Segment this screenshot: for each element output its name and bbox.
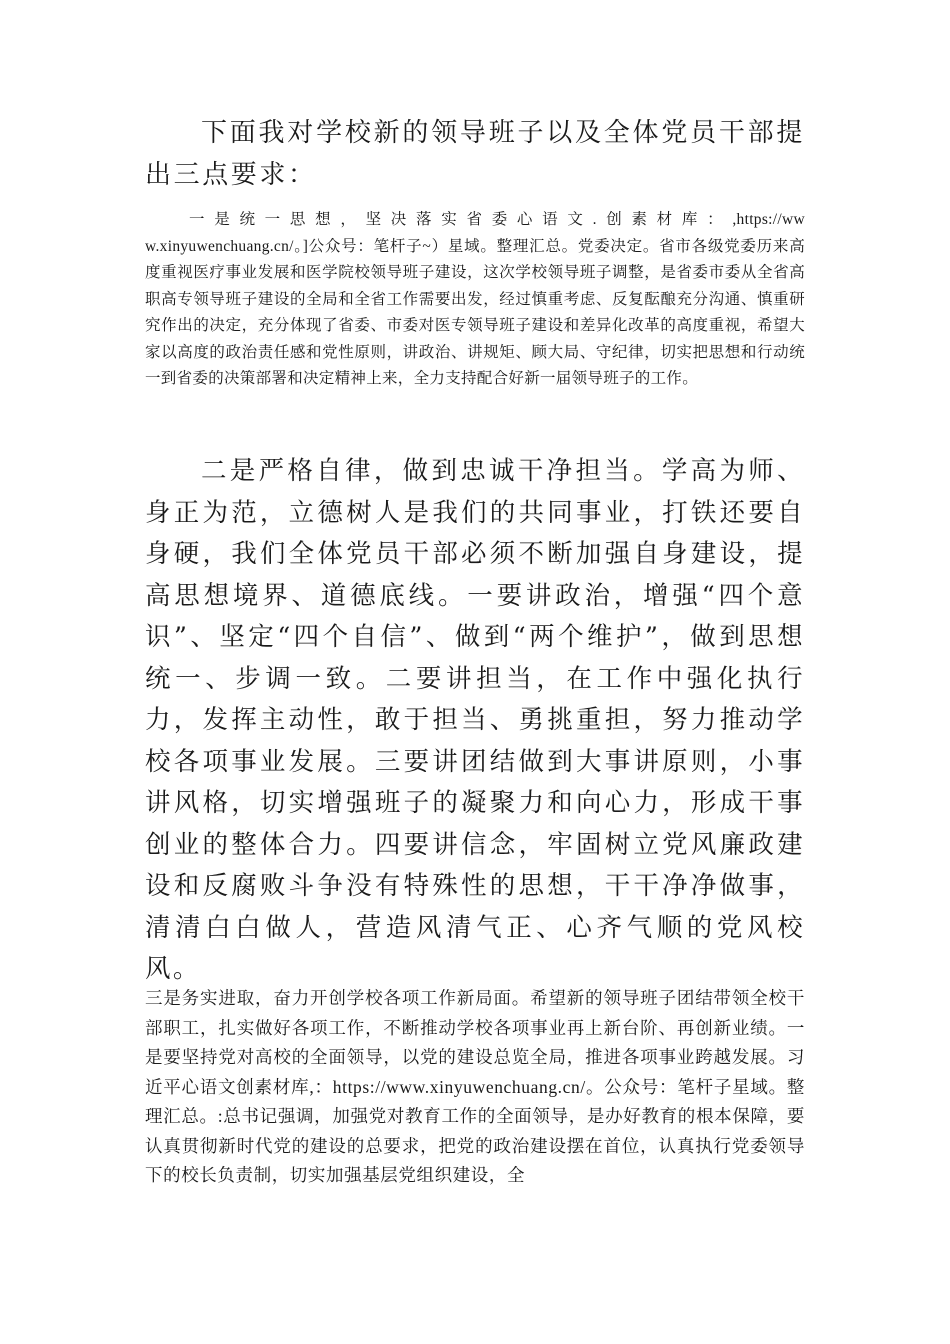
requirement-one-paragraph <box>145 207 805 393</box>
requirement-one-lead: 一是统一思想，坚决落实省委心语文.创素材库： <box>189 211 733 228</box>
intro-paragraph: 下面我对学校新的领导班子以及全体党员干部提出三点要求： <box>145 118 805 190</box>
requirement-one-body: ,https://www.xinyuwenchuang.cn/。]公众号：笔杆子~）星域。整理汇总。党委决定。省市各级党委历来高度重视医疗事业发展和医学院校领导班子建设，这次学校领导班子调整，是省委市委从全省高职高专领导班子建设的全局和全省工作需要出发，经过慎重考虑、反复酝酿充分沟通、慎重研究作出的决定，充分体现了省委、市委对医专领导班子建设和差异化改革的高度重视，希望大家以高度的政治责任感和党性原则，讲政治、讲规矩、顾大局、守纪律，切实把思想和行动统一到省委的决策部署和决定精神上来，全力支持配合好新一届领导班子的工作。 <box>145 211 805 387</box>
requirement-three-paragraph: 三是务实进取，奋力开创学校各项工作新局面。希望新的领导班子团结带领全校干部职工，扎实做好各项工作，不断推动学校各项事业再上新台阶、再创新业绩。一是要坚持党对高校的全面领导，以党的建设总览全局，推进各项事业跨越发展。习近平心语文创素材库,：https://www.xinyuwenchuang.cn/。公众号：笔杆子星域。整理汇总。:总书记强调，加强党对教育工作的全面领导，是办好教育的根本保障，要认真贯彻新时代党的建设的总要求，把党的政治建设摆在首位，认真执行党委领导下的校长负责制，切实加强基层党组织建设，全 <box>145 988 805 1185</box>
requirement-two-paragraph: 二是严格自律，做到忠诚干净担当。学高为师、身正为范，立德树人是我们的共同事业，打铁还要自身硬，我们全体党员干部必须不断加强自身建设，提高思想境界、道德底线。一要讲政治，增强“四个意识”、坚定“四个自信”、做到“两个维护”，做到思想统一、步调一致。二要讲担当，在工作中强化执行力，发挥主动性，敢于担当、勇挑重担，努力推动学校各项事业发展。三要讲团结做到大事讲原则，小事讲风格，切实增强班子的凝聚力和向心力，形成干事创业的整体合力。四要讲信念，牢固树立党风廉政建设和反腐败斗争没有特殊性的思想，干干净净做事，清清白白做人，营造风清气正、心齐气顺的党风校风。 <box>145 456 805 984</box>
